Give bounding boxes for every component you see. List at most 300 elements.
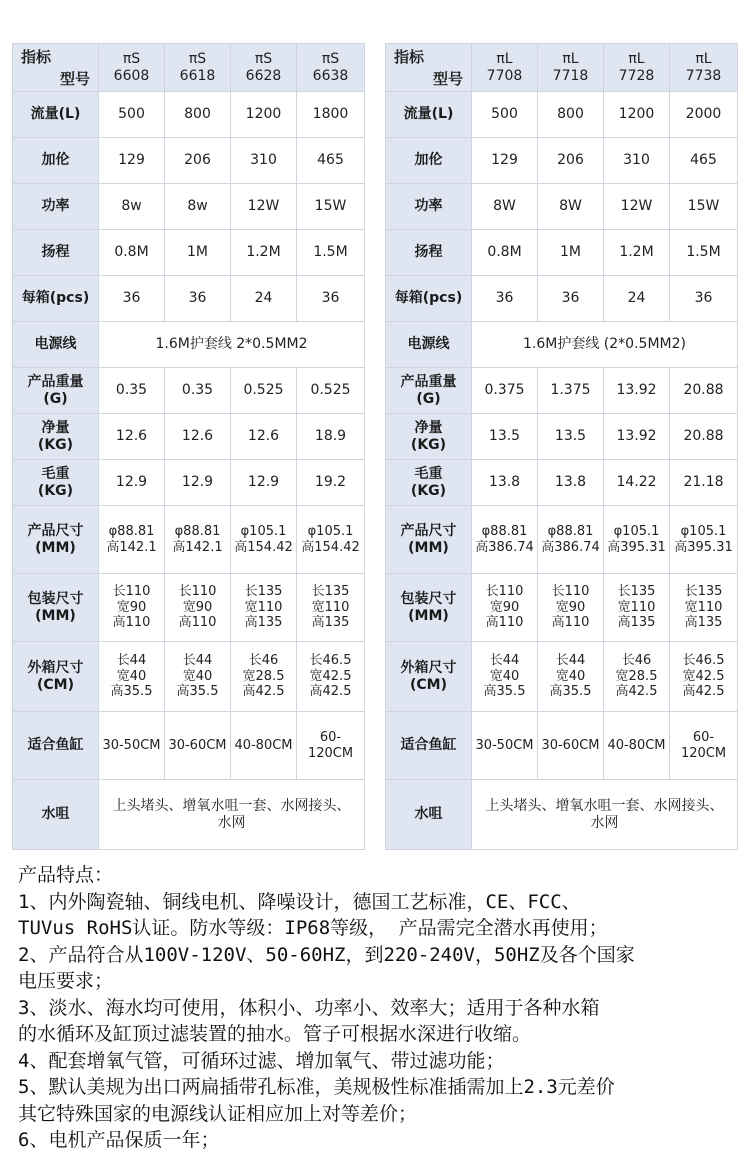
gallon-value: [670, 138, 738, 184]
height-text: 高135: [311, 615, 350, 631]
cell-text: 13.92: [616, 382, 657, 399]
nozzle-line1: 上头堵头、增氧水咀一套、水网接头、: [485, 797, 724, 814]
width-text: 宽40: [555, 668, 586, 684]
model-header: [472, 44, 538, 92]
width-text: 宽40: [116, 668, 147, 684]
product-size-value: [538, 506, 604, 574]
model-line1: πS: [122, 50, 141, 67]
model-label: 型号: [59, 70, 90, 88]
cell-text: 0.8M: [114, 244, 149, 261]
model-line2: 6608: [113, 67, 150, 84]
cell-text: 0.35: [115, 382, 148, 399]
product-weight-label-line2: (G): [416, 390, 441, 407]
feature-line: 4、配套增氧气管，可循环过滤、增加氧气、带过滤功能；: [18, 1049, 505, 1072]
cell-text: 36: [495, 290, 514, 307]
per-box-value: [538, 276, 604, 322]
product-size-label: [13, 506, 99, 574]
product-size-value: [297, 506, 365, 574]
model-header: [538, 44, 604, 92]
flow-value: [99, 92, 165, 138]
cell-text: 1200: [245, 106, 282, 123]
cell-text: 8W: [559, 198, 582, 215]
cell-text: 1.2M: [619, 244, 654, 261]
product-size-label-line2: (MM): [408, 539, 449, 556]
head-label-text: 扬程: [41, 244, 70, 261]
flow-label: [386, 92, 472, 138]
cable-value: [472, 322, 738, 368]
power-value: [231, 184, 297, 230]
nozzle-label: [386, 780, 472, 850]
tank-value: [538, 712, 604, 780]
per-box-value: [165, 276, 231, 322]
length-text: 长46.5: [309, 653, 352, 669]
cell-text: 129: [491, 152, 518, 169]
model-header: [670, 44, 738, 92]
net-weight-label-line1: 净量: [414, 419, 443, 436]
net-weight-label-line2: (KG): [37, 436, 74, 453]
product-weight-value: [165, 368, 231, 414]
size-line2: 高154.42: [234, 539, 293, 555]
cell-text: 1800: [312, 106, 349, 123]
model-line2: 6628: [245, 67, 282, 84]
tank-label: [13, 712, 99, 780]
length-text: 长44: [489, 653, 520, 669]
per-box-label: [13, 276, 99, 322]
cell-text: 13.8: [554, 474, 587, 491]
length-text: 长135: [244, 584, 283, 600]
cell-text: 36: [188, 290, 207, 307]
tank-value: [297, 712, 365, 780]
width-text: 宽90: [182, 599, 213, 615]
cell-text: 12.6: [181, 428, 214, 445]
cell-text: 800: [184, 106, 211, 123]
size-line1: φ105.1: [307, 523, 354, 539]
feature-line: 3、淡水、海水均可使用，体积小、功率小、效率大；适用于各种水箱: [18, 996, 600, 1019]
size-line1: φ105.1: [240, 523, 287, 539]
cell-text: 1.2M: [246, 244, 281, 261]
model-line2: 7708: [486, 67, 523, 84]
cell-text: 36: [694, 290, 713, 307]
tank-value: [231, 712, 297, 780]
cell-text: 206: [184, 152, 211, 169]
cell-text: 129: [118, 152, 145, 169]
product-weight-value: [472, 368, 538, 414]
width-text: 宽42.5: [682, 668, 725, 684]
package-size-label-line2: (MM): [35, 607, 76, 624]
model-line1: πL: [695, 50, 712, 67]
package-size-label-line2: (MM): [408, 607, 449, 624]
model-line2: 7738: [685, 67, 722, 84]
carton-size-label: [13, 642, 99, 712]
cell-text: 12.9: [115, 474, 148, 491]
product-weight-label-line1: 产品重量: [27, 373, 84, 390]
product-size-value: [99, 506, 165, 574]
head-value: [231, 230, 297, 276]
power-value: [670, 184, 738, 230]
cell-text: 18.9: [314, 428, 347, 445]
cable-label-text: 电源线: [407, 336, 450, 353]
package-size-value: [670, 574, 738, 642]
gallon-label: [386, 138, 472, 184]
width-text: 宽28.5: [615, 668, 658, 684]
model-header: [297, 44, 365, 92]
head-label: [386, 230, 472, 276]
cell-text: 20.88: [683, 428, 724, 445]
feature-line: 的水循环及缸顶过滤装置的抽水。管子可根据水深进行收缩。: [18, 1023, 532, 1045]
cell-text: 20.88: [683, 382, 724, 399]
gross-weight-label: [386, 460, 472, 506]
height-text: 高110: [485, 615, 524, 631]
cell-text: 1.5M: [686, 244, 721, 261]
model-line2: 6638: [312, 67, 349, 84]
carton-size-value: [670, 642, 738, 712]
package-size-value: [165, 574, 231, 642]
per-box-label-text: 每箱(pcs): [21, 290, 90, 307]
carton-size-value: [472, 642, 538, 712]
power-value: [297, 184, 365, 230]
length-text: 长46.5: [682, 653, 725, 669]
spec-table: [12, 43, 365, 850]
carton-size-value: [231, 642, 297, 712]
nozzle-label-text: 水咀: [414, 806, 443, 823]
carton-size-value: [297, 642, 365, 712]
carton-size-value: [604, 642, 670, 712]
cell-text: 12W: [620, 198, 653, 215]
carton-size-value: [99, 642, 165, 712]
model-header: [165, 44, 231, 92]
nozzle-value: [472, 780, 738, 850]
width-text: 宽40: [182, 668, 213, 684]
power-value: [538, 184, 604, 230]
length-text: 长135: [684, 584, 723, 600]
power-value: [604, 184, 670, 230]
product-size-value: [670, 506, 738, 574]
length-text: 长110: [178, 584, 217, 600]
package-size-value: [231, 574, 297, 642]
height-text: 高35.5: [483, 684, 526, 700]
head-value: [538, 230, 604, 276]
feature-line: 2、产品符合从100V-120V、50-60HZ，到220-240V，50HZ及各个国家: [18, 943, 635, 966]
net-weight-value: [670, 414, 738, 460]
height-text: 高135: [684, 615, 723, 631]
cell-text: 465: [690, 152, 717, 169]
per-box-label-text: 每箱(pcs): [394, 290, 463, 307]
cable-label: [386, 322, 472, 368]
net-weight-value: [538, 414, 604, 460]
cell-text: 15W: [314, 198, 347, 215]
tank-line1: 40-80CM: [234, 737, 293, 753]
power-label-text: 功率: [41, 198, 70, 215]
gross-weight-label-line2: (KG): [410, 482, 447, 499]
height-text: 高135: [617, 615, 656, 631]
product-weight-value: [297, 368, 365, 414]
feature-line: 电压要求；: [18, 970, 114, 992]
length-text: 长135: [617, 584, 656, 600]
package-size-label: [386, 574, 472, 642]
gross-weight-label-line2: (KG): [37, 482, 74, 499]
gallon-value: [165, 138, 231, 184]
net-weight-value: [165, 414, 231, 460]
flow-value: [472, 92, 538, 138]
cell-text: 12.6: [247, 428, 280, 445]
cell-text: 0.35: [181, 382, 214, 399]
tank-line1: 40-80CM: [607, 737, 666, 753]
feature-line: TUVus RoHS认证。防水等级：IP68等级， 产品需完全潜水再使用；: [18, 917, 608, 939]
gross-weight-value: [165, 460, 231, 506]
size-line2: 高395.31: [674, 539, 733, 555]
carton-size-value: [538, 642, 604, 712]
header-corner: [13, 44, 99, 92]
indicator-label: 指标: [394, 48, 425, 66]
cell-text: 21.18: [683, 474, 724, 491]
package-size-label-line1: 包装尺寸: [400, 590, 457, 607]
indicator-label: 指标: [21, 48, 52, 66]
length-text: 长44: [182, 653, 213, 669]
cell-text: 1.5M: [313, 244, 348, 261]
width-text: 宽110: [244, 599, 283, 615]
gross-weight-value: [604, 460, 670, 506]
cell-text: 1.6M护套线 2*0.5MM2: [155, 336, 308, 353]
cell-text: 206: [557, 152, 584, 169]
net-weight-label: [13, 414, 99, 460]
model-line1: πS: [321, 50, 340, 67]
tank-line2: 120CM: [680, 745, 727, 761]
height-text: 高42.5: [615, 684, 658, 700]
size-line1: φ105.1: [613, 523, 660, 539]
cell-text: 24: [627, 290, 646, 307]
header-corner: [386, 44, 472, 92]
tank-line2: 120CM: [307, 745, 354, 761]
gross-weight-label-line1: 毛重: [414, 465, 443, 482]
length-text: 长110: [551, 584, 590, 600]
power-label: [386, 184, 472, 230]
flow-label: [13, 92, 99, 138]
package-size-label-line1: 包装尺寸: [27, 590, 84, 607]
gross-weight-value: [538, 460, 604, 506]
height-text: 高35.5: [549, 684, 592, 700]
nozzle-value: [99, 780, 365, 850]
cell-text: 12.9: [247, 474, 280, 491]
height-text: 高42.5: [242, 684, 285, 700]
feature-line: 5、默认美规为出口两扁插带孔标准，美规极性标准插需加上2.3元差价: [18, 1076, 615, 1098]
height-text: 高110: [112, 615, 151, 631]
height-text: 高110: [178, 615, 217, 631]
cell-text: 13.92: [616, 428, 657, 445]
gross-weight-label-line1: 毛重: [41, 465, 70, 482]
per-box-value: [472, 276, 538, 322]
product-size-label-line1: 产品尺寸: [400, 522, 457, 539]
nozzle-line2: 水网: [217, 814, 246, 831]
length-text: 长110: [485, 584, 524, 600]
gallon-value: [472, 138, 538, 184]
product-weight-label-line1: 产品重量: [400, 373, 457, 390]
tank-line1: 30-60CM: [541, 737, 600, 753]
tank-label-text: 适合鱼缸: [27, 737, 84, 754]
per-box-value: [99, 276, 165, 322]
cell-text: 12.9: [181, 474, 214, 491]
model-label: 型号: [432, 70, 463, 88]
size-line2: 高142.1: [106, 539, 157, 555]
per-box-value: [604, 276, 670, 322]
cell-text: 0.525: [310, 382, 351, 399]
per-box-value: [670, 276, 738, 322]
net-weight-value: [231, 414, 297, 460]
gross-weight-label: [13, 460, 99, 506]
product-weight-value: [99, 368, 165, 414]
gallon-value: [297, 138, 365, 184]
cell-text: 2000: [685, 106, 722, 123]
cell-text: 500: [118, 106, 145, 123]
height-text: 高135: [244, 615, 283, 631]
tank-line1: 60-: [692, 729, 715, 745]
cell-text: 13.5: [488, 428, 521, 445]
cell-text: 1.375: [550, 382, 591, 399]
product-weight-value: [604, 368, 670, 414]
package-size-value: [472, 574, 538, 642]
per-box-label: [386, 276, 472, 322]
power-label: [13, 184, 99, 230]
cable-value: [99, 322, 365, 368]
package-size-value: [604, 574, 670, 642]
model-header: [231, 44, 297, 92]
cell-text: 19.2: [314, 474, 347, 491]
gallon-label-text: 加伦: [41, 152, 70, 169]
model-line1: πL: [562, 50, 579, 67]
cell-text: 8w: [121, 198, 142, 215]
model-header: [99, 44, 165, 92]
flow-value: [538, 92, 604, 138]
gross-weight-value: [472, 460, 538, 506]
tank-value: [670, 712, 738, 780]
cell-text: 12W: [247, 198, 280, 215]
head-value: [99, 230, 165, 276]
carton-size-label-line1: 外箱尺寸: [400, 659, 457, 676]
product-size-value: [231, 506, 297, 574]
width-text: 宽110: [311, 599, 350, 615]
flow-value: [297, 92, 365, 138]
model-header: [604, 44, 670, 92]
cell-text: 310: [250, 152, 277, 169]
size-line2: 高154.42: [301, 539, 360, 555]
product-weight-value: [231, 368, 297, 414]
net-weight-value: [297, 414, 365, 460]
power-label-text: 功率: [414, 198, 443, 215]
size-line1: φ88.81: [174, 523, 221, 539]
tank-label-text: 适合鱼缸: [400, 737, 457, 754]
model-line2: 6618: [179, 67, 216, 84]
carton-size-value: [165, 642, 231, 712]
product-weight-label: [13, 368, 99, 414]
head-label-text: 扬程: [414, 244, 443, 261]
cell-text: 13.5: [554, 428, 587, 445]
cell-text: 13.8: [488, 474, 521, 491]
width-text: 宽110: [684, 599, 723, 615]
size-line2: 高142.1: [172, 539, 223, 555]
net-weight-label-line1: 净量: [41, 419, 70, 436]
feature-line: 6、电机产品保质一年；: [18, 1129, 220, 1151]
cell-text: 14.22: [616, 474, 657, 491]
nozzle-line1: 上头堵头、增氧水咀一套、水网接头、: [112, 797, 351, 814]
flow-value: [670, 92, 738, 138]
product-size-value: [604, 506, 670, 574]
width-text: 宽90: [489, 599, 520, 615]
net-weight-value: [604, 414, 670, 460]
cell-text: 1.6M护套线 (2*0.5MM2): [523, 336, 686, 353]
product-size-value: [165, 506, 231, 574]
product-features: [18, 862, 746, 1154]
model-line2: 7718: [552, 67, 589, 84]
spec-table: [385, 43, 738, 850]
feature-line: 其它特殊国家的电源线认证相应加上对等差价；: [18, 1102, 418, 1125]
carton-size-label-line2: (CM): [409, 676, 447, 693]
head-value: [297, 230, 365, 276]
gallon-value: [231, 138, 297, 184]
size-line2: 高386.74: [475, 539, 534, 555]
cell-text: 500: [491, 106, 518, 123]
product-size-value: [472, 506, 538, 574]
cell-text: 1200: [618, 106, 655, 123]
gross-weight-value: [670, 460, 738, 506]
size-line1: φ88.81: [108, 523, 155, 539]
length-text: 长135: [311, 584, 350, 600]
flow-value: [604, 92, 670, 138]
tank-line1: 30-50CM: [102, 737, 161, 753]
nozzle-line2: 水网: [590, 814, 619, 831]
cell-text: 0.8M: [487, 244, 522, 261]
flow-value: [231, 92, 297, 138]
flow-label-text: 流量(L): [403, 106, 454, 123]
head-value: [165, 230, 231, 276]
width-text: 宽40: [489, 668, 520, 684]
net-weight-value: [99, 414, 165, 460]
package-size-value: [297, 574, 365, 642]
width-text: 宽90: [116, 599, 147, 615]
tank-value: [165, 712, 231, 780]
flow-label-text: 流量(L): [30, 106, 81, 123]
tank-value: [604, 712, 670, 780]
product-weight-label-line2: (G): [43, 390, 68, 407]
head-value: [670, 230, 738, 276]
gallon-label: [13, 138, 99, 184]
cell-text: 24: [254, 290, 273, 307]
power-value: [165, 184, 231, 230]
width-text: 宽90: [555, 599, 586, 615]
package-size-label: [13, 574, 99, 642]
cable-label: [13, 322, 99, 368]
length-text: 长46: [621, 653, 652, 669]
head-value: [604, 230, 670, 276]
height-text: 高110: [551, 615, 590, 631]
product-weight-label: [386, 368, 472, 414]
tank-value: [472, 712, 538, 780]
cell-text: 465: [317, 152, 344, 169]
product-weight-value: [538, 368, 604, 414]
model-line2: 7728: [618, 67, 655, 84]
cell-text: 800: [557, 106, 584, 123]
head-label: [13, 230, 99, 276]
carton-size-label-line2: (CM): [36, 676, 74, 693]
product-size-label: [386, 506, 472, 574]
height-text: 高42.5: [309, 684, 352, 700]
cell-text: 0.375: [484, 382, 525, 399]
cell-text: 15W: [687, 198, 720, 215]
model-line1: πL: [628, 50, 645, 67]
carton-size-label-line1: 外箱尺寸: [27, 659, 84, 676]
width-text: 宽42.5: [309, 668, 352, 684]
power-value: [99, 184, 165, 230]
cell-text: 310: [623, 152, 650, 169]
cable-label-text: 电源线: [34, 336, 77, 353]
